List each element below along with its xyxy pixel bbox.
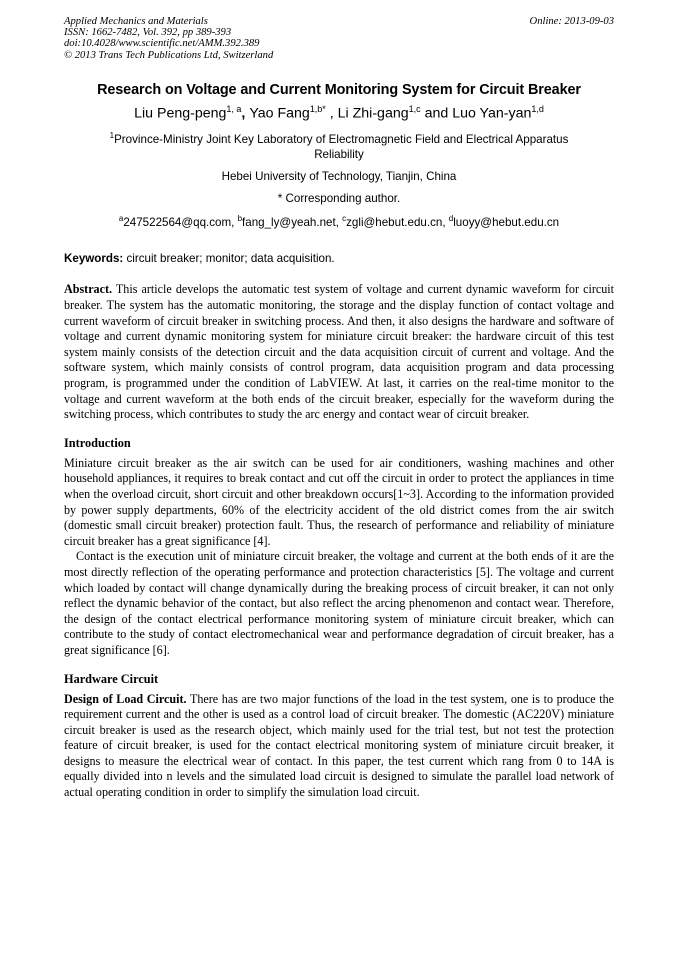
keywords-line — [64, 252, 614, 265]
author-affil-mark: 1,b* — [309, 104, 326, 114]
author-separator: , — [325, 105, 338, 122]
email-address: 247522564@qq.com, — [123, 215, 238, 229]
email-mark: b — [237, 213, 243, 223]
online-date: Online: 2013-09-03 — [529, 16, 614, 27]
author-name: Liu Peng-peng — [134, 105, 227, 122]
load-circuit-text: There has are two major functions of the load in the test system, one is to produce the requirement current and the other is used as a control load of circuit breaker. The domestic (AC220V) miniature circuit breaker is used as the research object, which mainly used for the trial test, but not test the protection feature of circuit breaker, is used for the contact electrical monitoring system of miniature circuit breaker, it designs to measure the electrical wear of contact. In this paper, the test current which rang from 0 to 14A is equally divided into n levels and the simulated load circuit is designed to simulate the parallel load network of actual operating condition in order to simplify the simulation load circuit. — [64, 691, 614, 800]
affiliation-institute — [64, 128, 614, 162]
email-mark: a — [118, 213, 124, 223]
author-list — [64, 104, 614, 122]
author-affil-mark: 1,c — [408, 104, 421, 114]
hardware-paragraph — [64, 692, 614, 801]
author-name: Yao Fang — [249, 105, 310, 122]
author-separator: , — [241, 105, 250, 122]
abstract-paragraph — [64, 282, 614, 422]
abstract-text: This article develops the automatic test system of voltage and current dynamic waveform for circuit breaker. The system has the automatic monitoring, the storage and the display function of contact voltage and current waveform of circuit breaker in switching process. And then, it also designs the hardware and software of voltage and current dynamic monitoring system for miniature circuit breaker: the hardware circuit of this test system mainly consists of the detection circuit and the data acquisition circuit of current and voltage. And the software system, which mainly consists of control program, data acquisition program and data processing program, is programmed under the condition of LabVIEW. At last, it carries on the real-time monitor to the voltage and current waveform at the both ends of the circuit breaker, especially for the waveform during the switching process, which contributes to study the arc energy and contact wear of circuit breaker. — [64, 282, 614, 422]
journal-name: Applied Mechanics and Materials — [64, 16, 208, 27]
section-heading-introduction: Introduction — [64, 435, 131, 450]
email-mark: c — [342, 213, 347, 223]
introduction-paragraph-2: Contact is the execution unit of miniature circuit breaker, the voltage and current at the both ends of it are the most directly reflection of the operating performance and protection characteristics [5]. The voltage and current which loaded by contact will change dynamically during the breaking process of circuit breaker, it can not only reflect the dynamic behavior of the contact, but also reflect the arcing phenomenon and contact wear. Therefore, the design of the contact electrical performance monitoring system of miniature circuit breaker, which can contribute to the study of contact electromechanical wear and performance degradation of circuit breaker, has a great significance [6]. — [64, 549, 614, 657]
email-address: zgli@hebut.edu.cn, — [346, 215, 449, 229]
email-address: luoyy@hebut.edu.cn — [453, 215, 560, 229]
author-name: Luo Yan-yan — [452, 105, 532, 122]
journal-header — [64, 16, 614, 64]
issn-line: ISSN: 1662-7482, Vol. 392, pp 389-393 — [64, 27, 232, 39]
paper-title: Research on Voltage and Current Monitoring System for Circuit Breaker — [97, 82, 581, 98]
email-list — [64, 214, 614, 229]
affiliation-line-2: Reliability — [314, 147, 364, 161]
email-address: fang_ly@yeah.net, — [242, 215, 343, 229]
section-heading-hardware: Hardware Circuit — [64, 671, 159, 686]
affiliation-line-1: Province-Ministry Joint Key Laboratory of Electromagnetic Field and Electrical Apparatus — [114, 132, 569, 146]
introduction-paragraph-1: Miniature circuit breaker as the air switch can be used for air conditioners, washing machines and other household appliances, it requires to break contact and cut off the circuit in order to protect the appliances in time when the overload circuit, short circuit and other breakdown occurs[1~3]. According to the information provided by power supply departments, 60% of the electricity accident of the old district comes from the air switch (domestic small circuit breaker) protection fault. Thus, the research of performance and reliability of miniature circuit breaker has a great significance [4]. — [64, 455, 614, 548]
keywords-label: Keywords: — [64, 252, 124, 266]
author-separator: and — [420, 105, 453, 122]
email-mark: d — [448, 213, 454, 223]
author-name: Li Zhi-gang — [337, 105, 409, 122]
affiliation-mark: 1 — [109, 130, 115, 140]
author-affil-mark: 1, a — [226, 104, 242, 114]
corresponding-author-note: * Corresponding author. — [277, 191, 401, 205]
keywords-text: circuit breaker; monitor; data acquisition. — [123, 252, 335, 266]
author-affil-mark: 1,d — [531, 104, 544, 114]
abstract-label: Abstract. — [64, 282, 113, 297]
doi-line: doi:10.4028/www.scientific.net/AMM.392.389 — [64, 38, 260, 50]
affiliation-university: Hebei University of Technology, Tianjin, China — [221, 169, 457, 183]
load-circuit-subheading: Design of Load Circuit. — [64, 691, 187, 706]
copyright-line: © 2013 Trans Tech Publications Ltd, Switzerland — [64, 49, 274, 61]
